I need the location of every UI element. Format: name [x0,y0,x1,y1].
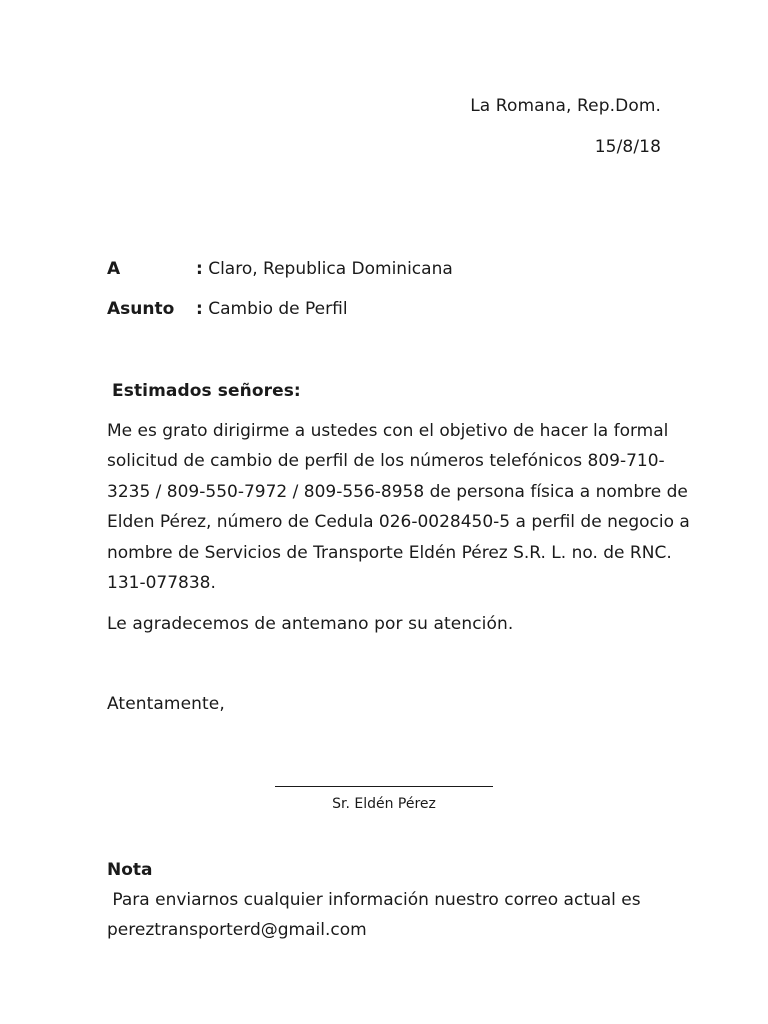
body-line: solicitud de cambio de perfil de los números telefónicos 809-710- [107,451,665,472]
body-paragraph-2: Le agradecemos de antemano por su atención. [107,614,514,634]
salutation: Estimados señores: [106,381,301,401]
subject-colon: : [196,299,203,319]
subject-value: Cambio de Perfil [208,299,348,319]
to-label: A [107,259,121,279]
body-line: nombre de Servicios de Transporte Eldén Pérez S.R. L. no. de RNC. [107,542,672,563]
body-line: Elden Pérez, número de Cedula 026-0028450-5 a perfil de negocio a [107,512,690,533]
letter-date: 15/8/18 [594,137,661,157]
signature-line [275,786,493,787]
note-label: Nota [107,860,153,880]
to-colon: : [196,259,203,279]
subject-field [196,299,348,319]
body-line: 3235 / 809-550-7972 / 809-556-8958 de persona física a nombre de [107,481,688,502]
to-value: Claro, Republica Dominicana [208,259,453,279]
to-field [196,259,453,279]
body-paragraph-1 [107,416,690,598]
body-line: 131-077838. [107,572,216,593]
note-text: Para enviarnos cualquier información nuestro correo actual es [107,890,641,910]
closing: Atentamente, [107,694,225,714]
body-line: Me es grato dirigirme a ustedes con el objetivo de hacer la formal [107,421,669,441]
note [107,855,667,945]
note-email: pereztransporterd@gmail.com [107,920,367,940]
signature-name: Sr. Eldén Pérez [332,796,436,812]
letter-place: La Romana, Rep.Dom. [470,96,661,116]
subject-label: Asunto [107,299,175,319]
